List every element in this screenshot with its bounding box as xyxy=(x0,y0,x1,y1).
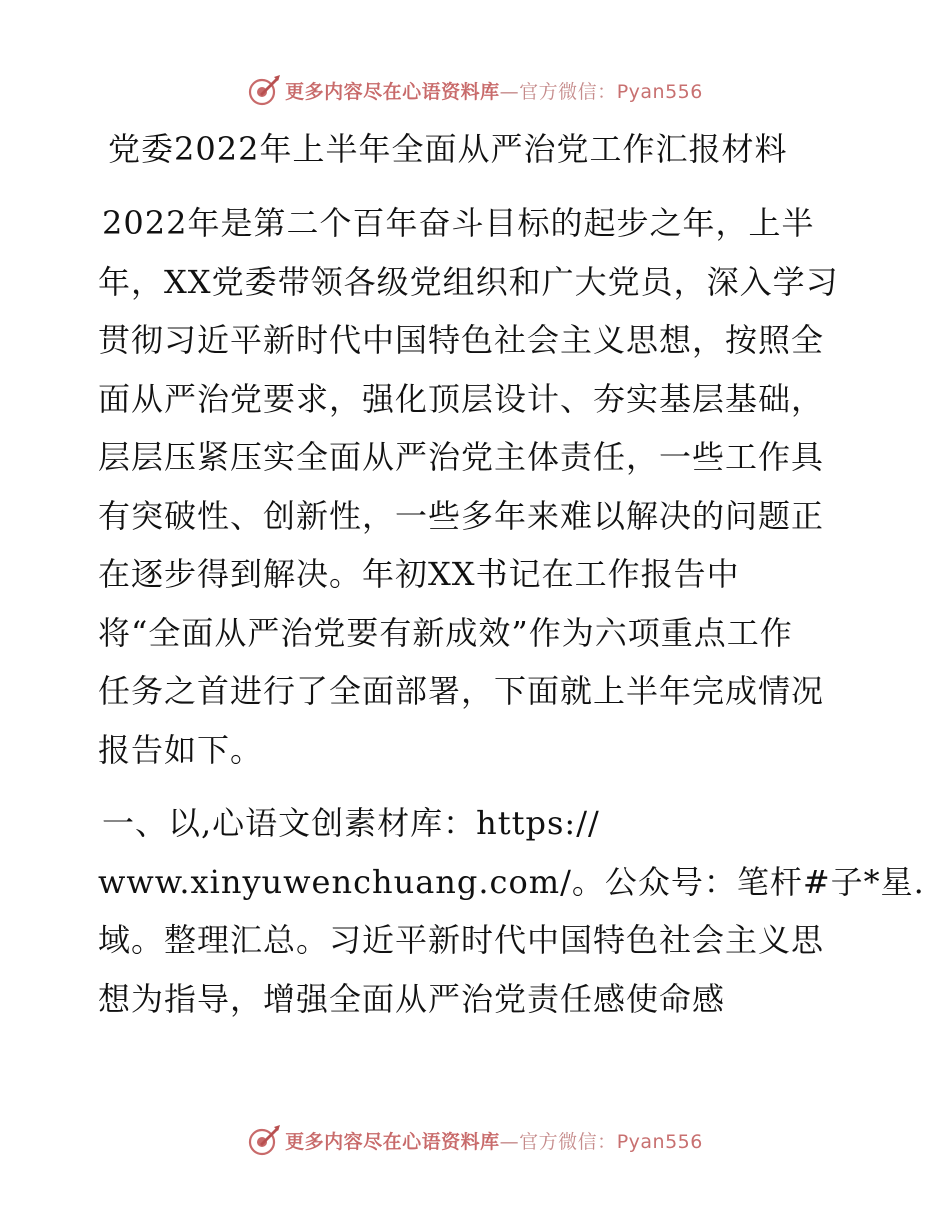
text-line: 将“全面从严治党要有新成效”作为六项重点工作 xyxy=(98,613,793,652)
text-line: 报告如下。 xyxy=(98,730,264,769)
watermark-text xyxy=(285,77,703,104)
watermark-main: 更多内容尽在心语资料库 xyxy=(285,1130,500,1153)
text-line: 面从严治党要求，强化顶层设计、夯实基层基础， xyxy=(98,379,825,418)
text-line: 有突破性、创新性，一些多年来难以解决的问题正 xyxy=(98,496,825,535)
text-line: 层层压紧压实全面从严治党主体责任，一些工作具 xyxy=(98,438,825,476)
watermark-separator: —官方微信： xyxy=(499,1130,617,1153)
header-watermark xyxy=(0,70,950,110)
watermark-wechat-id: Pyan556 xyxy=(616,80,703,103)
watermark-main: 更多内容尽在心语资料库 xyxy=(285,80,500,103)
paragraph-intro xyxy=(98,194,858,779)
quill-seal-icon xyxy=(247,1123,281,1157)
watermark-text xyxy=(285,1127,703,1154)
text-line: 在逐步得到解决。年初XX书记在工作报告中 xyxy=(98,555,740,593)
text-line: 域。整理汇总。习近平新时代中国特色社会主义思 xyxy=(98,921,825,959)
section-heading-line: 一、以,心语文创素材库：https:// xyxy=(102,804,600,842)
text-line: 想为指导，增强全面从严治党责任感使命感 xyxy=(98,979,726,1018)
text-line: www.xinyuwenchuang.com/。公众号：笔杆#子*星. xyxy=(98,862,925,901)
paragraph-section-one xyxy=(98,794,925,1028)
watermark-wechat-id: Pyan556 xyxy=(616,1130,703,1153)
text-line: 任务之首进行了全面部署，下面就上半年完成情况 xyxy=(98,672,825,710)
text-line: 贯彻习近平新时代中国特色社会主义思想，按照全 xyxy=(98,321,825,359)
document-title: 党委2022年上半年全面从严治党工作汇报材料 xyxy=(108,130,788,168)
footer-watermark xyxy=(0,1120,950,1160)
quill-seal-icon xyxy=(247,73,281,107)
watermark-separator: —官方微信： xyxy=(499,80,617,103)
text-line: 2022年是第二个百年奋斗目标的起步之年，上半 xyxy=(102,204,815,242)
text-line: 年，XX党委带领各级党组织和广大党员，深入学习 xyxy=(98,262,839,301)
